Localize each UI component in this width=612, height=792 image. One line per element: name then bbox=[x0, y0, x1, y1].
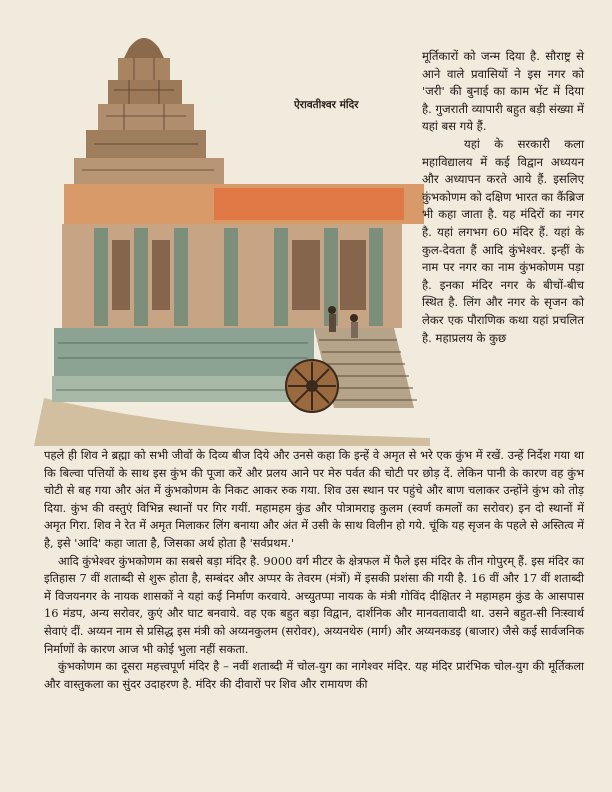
paragraph: पहले ही शिव ने ब्रह्मा को सभी जीवों के दिव्य बीज दिये और उनसे कहा कि इन्हें वे अमृत से भरे एक कुंभ में रखें. उन्हें निर्देश गया था कि बिल्वा पत्तियों के साथ इस कुंभ की पूजा करें और प्रलय आने पर मेरु पर्वत की चोटी पर छोड़ दें. लेकिन पानी के कारण वह कुंभ चोटी से बह गया और अंत में कुंभकोणम के निकट आकर रुक गया. शिव उस स्थान पर पहुंचे और बाण चलाकर उन्होंने कुंभ को तोड़ दिया. कुंभ की वस्तुएं विभिन्न स्थानों पर गिर गयीं. महामहम कुंड और पोत्रामराइ कुलम (स्वर्ण कमलों का सरोवर) इन दो स्थानों में अमृत गिरा. शिव ने रेत में अमृत मिलाकर लिंग बनाया और अंत में उसी के साथ विलीन हो गये. चूंकि यह सृजन के पहले से अस्तित्व में है, इसे 'आदि' कहा जाता है, जिसका अर्थ होता है 'सर्वप्रथम.' bbox=[44, 448, 584, 550]
paragraph: कुंभकोणम का दूसरा महत्त्वपूर्ण मंदिर है – नवीं शताब्दी में चोल-युग का नागेश्वर मंदिर. यह मंदिर प्रारंभिक चोल-युग की मूर्तिकला और वास्तुकला का सुंदर उदाहरण है. मंदिर की दीवारों पर शिव और रामायण की bbox=[44, 659, 584, 691]
airavatesvara-temple-painting bbox=[34, 28, 430, 446]
paragraph: मूर्तिकारों को जन्म दिया है. सौराष्ट्र से आने वाले प्रवासियों ने इस नगर को 'जरी' की बुनाई का काम भेंट में दिया है. गुजराती व्यापारी बहुत बड़ी संख्या में यहां बस गये हैं. bbox=[422, 49, 584, 134]
paragraph: आदि कुंभेश्वर कुंभकोणम का सबसे बड़ा मंदिर है. 9000 वर्ग मीटर के क्षेत्रफल में फैले इस मंदिर के तीन गोपुरम् हैं. इस मंदिर का इतिहास 7 वीं शताब्दी से शुरू होता है, सम्बंदर और अप्पर के तेवरम (मंत्रों) में इसकी प्रशंसा की गयी है. 16 वीं और 17 वीं शताब्दी में विजयनगर के नायक शासकों ने यहां कई निर्माण करवाये. अच्युतप्पा नायक के मंत्री गोविंद दीक्षितर ने महामहम कुंड के आसपास 16 मंडप, अन्य सरोवर, कुएं और घाट बनवाये. वह एक बहुत बड़ा विद्वान, दार्शनिक और मानवतावादी था. उसने बहुत-सी निःस्वार्थ सेवाएं दीं. अय्यन नाम से प्रसिद्ध इस मंत्री को अय्यनकुलम (सरोवर), अय्यनथेरु (मार्ग) और अय्यनकडइ (बाजार) जैसे कई सार्वजनिक निर्माणों के कारण आज भी कोई भुला नहीं सकता. bbox=[44, 553, 584, 656]
temple-illustration bbox=[34, 28, 430, 446]
right-column-text bbox=[422, 48, 584, 347]
figure-caption: ऐरावतीश्वर मंदिर bbox=[294, 99, 359, 111]
paragraph: यहां के सरकारी कला महाविद्यालय में कई विद्वान अध्ययन और अध्यापन करते आये हैं. इसलिए कुंभकोणम को दक्षिण भारत का कैंब्रिज भी कहा जाता है. यह मंदिरों का नगर है. यहां लगभग 60 मंदिर हैं. यहां के कुल-देवता हैं आदि कुंभेश्वर. इन्हीं के नाम पर नगर का नाम कुंभकोणम पड़ा है. इनका मंदिर नगर के बीचों-बीच स्थित है. लिंग और नगर के सृजन को लेकर एक पौराणिक कथा यहां प्रचलित है. महाप्रलय के कुछ bbox=[422, 136, 585, 345]
body-text bbox=[44, 447, 584, 693]
